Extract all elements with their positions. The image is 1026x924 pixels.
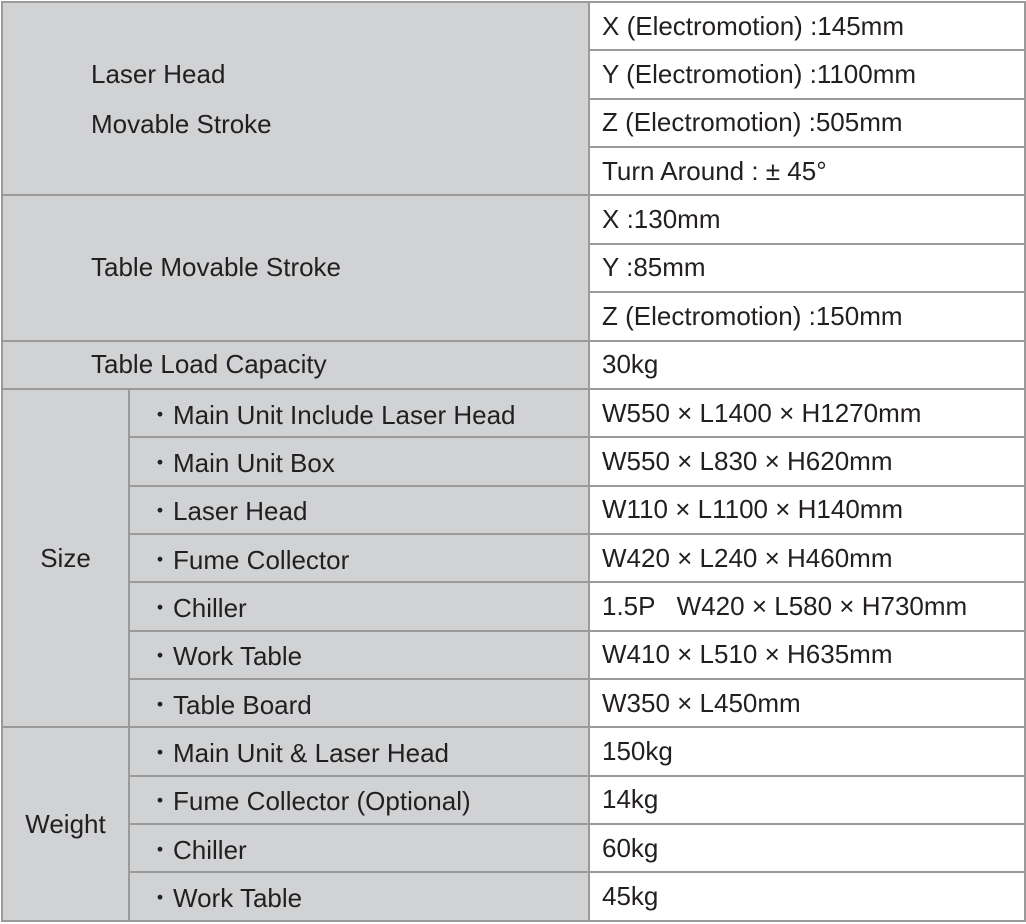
value-cell: 150kg: [589, 727, 1025, 775]
value-cell: W350 × L450mm: [589, 679, 1025, 727]
value-cell: X :130mm: [589, 195, 1025, 243]
value-cell: Y :85mm: [589, 244, 1025, 292]
value-cell: W550 × L1400 × H1270mm: [589, 389, 1025, 437]
table-row: [2, 727, 1025, 775]
value-cell: W410 × L510 × H635mm: [589, 631, 1025, 679]
item-label: ・Fume Collector: [129, 534, 589, 582]
table-row: [2, 195, 1025, 243]
table-stroke-label: Table Movable Stroke: [2, 195, 589, 340]
spec-table: [1, 1, 1026, 922]
value-cell: W420 × L240 × H460mm: [589, 534, 1025, 582]
value-cell: Turn Around : ± 45°: [589, 147, 1025, 195]
value-cell: 30kg: [589, 341, 1025, 389]
value-cell: 14kg: [589, 776, 1025, 824]
table-row: [2, 341, 1025, 389]
value-cell: X (Electromotion) :145mm: [589, 2, 1025, 50]
table-row: [2, 534, 1025, 582]
table-row: [2, 389, 1025, 437]
value-cell: 1.5P W420 × L580 × H730mm: [589, 582, 1025, 630]
table-row: [2, 486, 1025, 534]
item-label: ・Chiller: [129, 824, 589, 872]
value-cell: Y (Electromotion) :1100mm: [589, 50, 1025, 98]
table-row: [2, 824, 1025, 872]
item-label: ・Work Table: [129, 872, 589, 921]
value-cell: Z (Electromotion) :150mm: [589, 292, 1025, 340]
table-row: [2, 631, 1025, 679]
table-row: [2, 679, 1025, 727]
item-label: ・Table Board: [129, 679, 589, 727]
table-row: [2, 437, 1025, 485]
label-line: Laser Head: [91, 58, 226, 89]
table-row: [2, 776, 1025, 824]
item-label: ・Work Table: [129, 631, 589, 679]
size-category-label: Size: [2, 389, 129, 728]
value-cell: 45kg: [589, 872, 1025, 921]
item-label: ・Fume Collector (Optional): [129, 776, 589, 824]
weight-category-label: Weight: [2, 727, 129, 921]
laser-head-stroke-label: [2, 2, 589, 195]
value-cell: 60kg: [589, 824, 1025, 872]
item-label: ・Main Unit & Laser Head: [129, 727, 589, 775]
value-cell: W550 × L830 × H620mm: [589, 437, 1025, 485]
table-row: [2, 582, 1025, 630]
table-row: [2, 872, 1025, 921]
table-row: [2, 2, 1025, 50]
table-load-label: Table Load Capacity: [2, 341, 589, 389]
item-label: ・Laser Head: [129, 486, 589, 534]
item-label: ・Main Unit Box: [129, 437, 589, 485]
item-label: ・Chiller: [129, 582, 589, 630]
value-cell: Z (Electromotion) :505mm: [589, 99, 1025, 147]
item-label: ・Main Unit Include Laser Head: [129, 389, 589, 437]
value-cell: W110 × L1100 × H140mm: [589, 486, 1025, 534]
label-line: Movable Stroke: [91, 108, 272, 139]
